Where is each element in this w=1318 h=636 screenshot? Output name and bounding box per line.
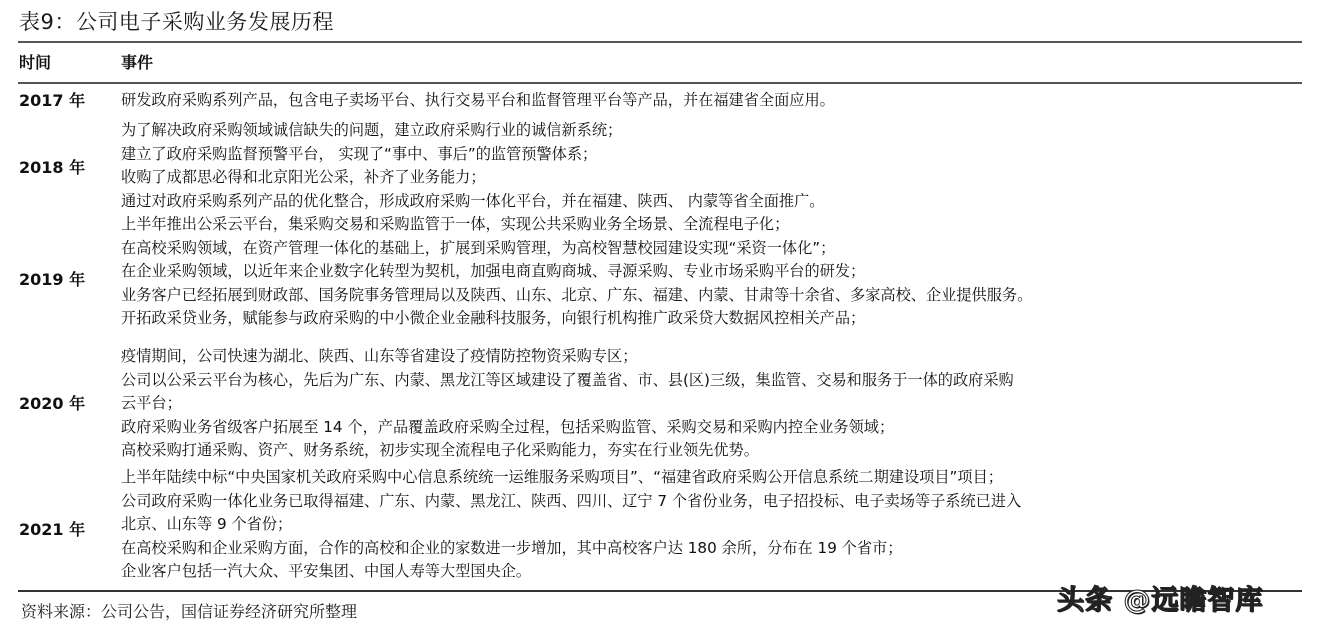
event-item: 为了解决政府采购领域诚信缺失的问题，建立政府采购行业的诚信新系统； [121, 121, 623, 139]
event-list [121, 213, 1306, 331]
event-item: 北京、山东等 9 个省份； [121, 515, 293, 534]
event-item: 云平台； [121, 394, 182, 413]
event-item: 上半年推出公采云平台，集采购交易和采购监管于一体，实现公共采购业务全场景、全流程电子化； [121, 215, 790, 233]
year-label: 2020 年 [19, 394, 86, 413]
event-item: 政府采购业务省级客户拓展至 14 个，产品覆盖政府采购全过程，包括采购监管、采购交易和采购内控全业务领域； [121, 417, 895, 436]
event-item: 开拓政采贷业务，赋能参与政府采购的中小微企业金融科技服务，向银行机构推广政采贷大数据风控相关产品； [121, 309, 866, 328]
event-item: 收购了成都思必得和北京阳光公采，补齐了业务能力； [121, 168, 486, 187]
event-item: 公司以公采云平台为核心，先后为广东、内蒙、黑龙江等区域建设了覆盖省、市、县(区)三级，集监管、交易和服务于一体的政府采购 [121, 370, 1014, 389]
table-header-row [0, 51, 1318, 75]
event-list [121, 466, 1306, 584]
event-item: 疫情期间，公司快速为湖北、陕西、山东等省建设了疫情防控物资采购专区； [121, 347, 638, 365]
event-item: 在高校采购领域，在资产管理一体化的基础上，扩展到采购管理，为高校智慧校园建设实现“采资一体化”； [121, 238, 836, 257]
event-item: 业务客户已经拓展到财政部、国务院事务管理局以及陕西、山东、北京、广东、福建、内蒙、甘肃等十余省、多家高校、企业提供服务。 [121, 285, 1033, 304]
event-item: 上半年陆续中标“中央国家机关政府采购中心信息系统统一运维服务采购项目”、“福建省政府采购公开信息系统二期建设项目”项目； [121, 468, 1003, 486]
event-list [121, 119, 1306, 213]
watermark: 头条 @远瞻智库 [1057, 585, 1264, 616]
year-label: 2017 年 [19, 91, 86, 110]
year-label: 2021 年 [19, 520, 86, 539]
source-note: 资料来源：公司公告，国信证券经济研究所整理 [21, 602, 358, 621]
event-item: 在企业采购领域，以近年来企业数字化转型为契机，加强电商直购商城、寻源采购、专业市场采购平台的研发； [121, 262, 866, 281]
table-title: 表9：公司电子采购业务发展历程 [19, 10, 334, 34]
event-list [121, 89, 1306, 113]
event-item: 高校采购打通采购、资产、财务系统，初步实现全流程电子化采购能力，夯实在行业领先优势。 [121, 441, 759, 460]
year-label: 2019 年 [19, 270, 86, 289]
header-event: 事件 [121, 53, 154, 72]
table-header-rule [18, 82, 1302, 84]
event-item: 公司政府采购一体化业务已取得福建、广东、内蒙、黑龙江、陕西、四川、辽宁 7 个省份业务，电子招投标、电子卖场等子系统已进入 [121, 491, 1022, 510]
event-item: 通过对政府采购系列产品的优化整合，形成政府采购一体化平台，并在福建、陕西、 内蒙等省全面推广。 [121, 191, 825, 210]
event-list [121, 345, 1306, 463]
table-top-rule [18, 41, 1302, 43]
event-item: 企业客户包括一汽大众、平安集团、中国人寿等大型国央企。 [121, 562, 532, 581]
year-label: 2018 年 [19, 158, 86, 177]
event-item: 研发政府采购系列产品，包含电子卖场平台、执行交易平台和监督管理平台等产品，并在福建省全面应用。 [121, 91, 835, 109]
event-item: 在高校采购和企业采购方面，合作的高校和企业的家数进一步增加，其中高校客户达 180 余所，分布在 19 个省市； [121, 538, 903, 557]
header-time: 时间 [19, 53, 52, 72]
event-item: 建立了政府采购监督预警平台， 实现了“事中、事后”的监管预警体系； [121, 144, 598, 163]
